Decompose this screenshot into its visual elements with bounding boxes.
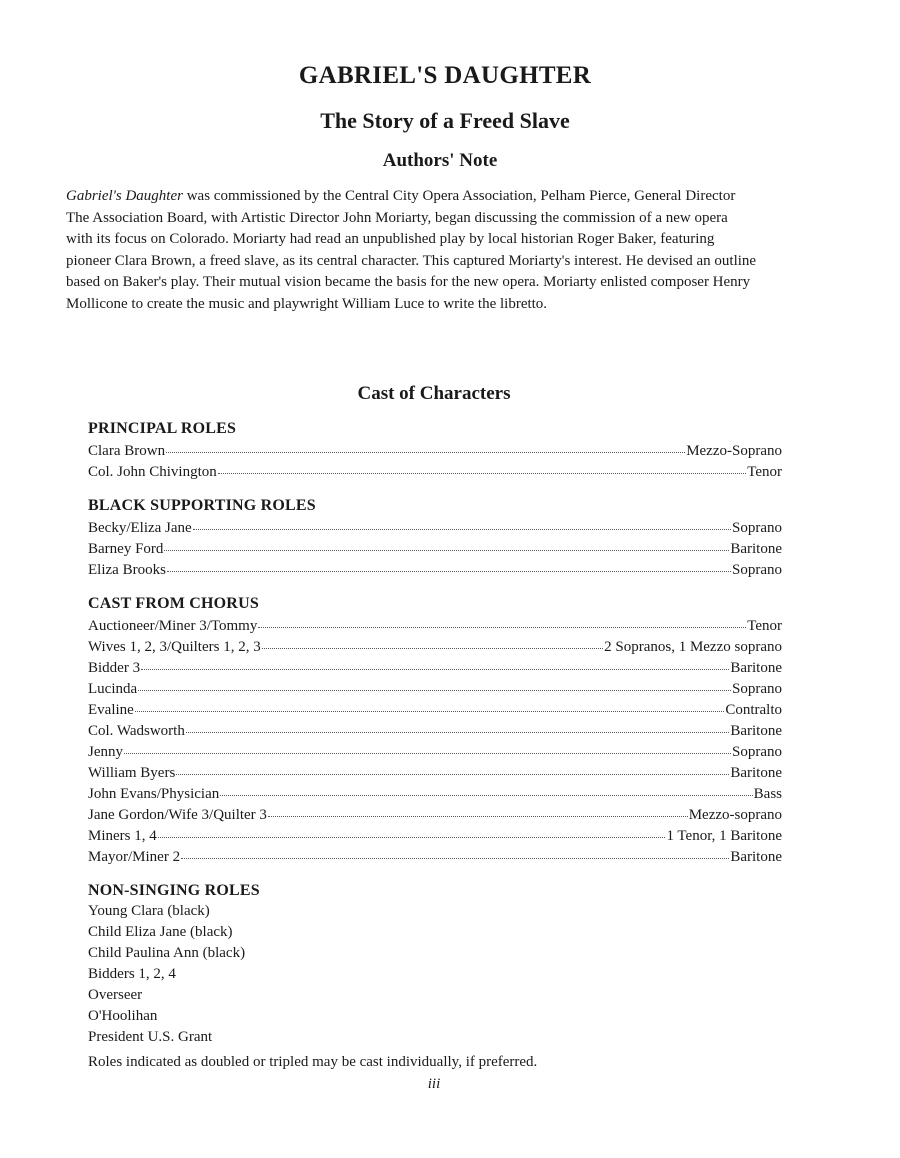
role-row: Lucinda Soprano xyxy=(88,677,782,698)
role-row: William Byers Baritone xyxy=(88,761,782,782)
cast-heading: Cast of Characters xyxy=(357,383,511,404)
dot-leader xyxy=(135,696,725,712)
section-heading: PRINCIPAL ROLES xyxy=(88,420,237,437)
role-row: Becky/Eliza Jane Soprano xyxy=(88,516,782,537)
cast-from-chorus-section xyxy=(88,593,782,866)
authors-note-body xyxy=(66,186,806,315)
role-name: Bidders 1, 2, 4 xyxy=(88,966,176,982)
black-supporting-roles-section xyxy=(88,495,782,579)
role-name: Child Eliza Jane (black) xyxy=(88,924,233,940)
dot-leader xyxy=(262,633,603,649)
page-number: iii xyxy=(427,1076,441,1092)
page-subtitle: The Story of a Freed Slave xyxy=(320,108,570,133)
role-row: Wives 1, 2, 3/Quilters 1, 2, 3 2 Sopranos, 1 Mezzo soprano xyxy=(88,635,782,656)
page-title: GABRIEL'S DAUGHTER xyxy=(298,62,592,89)
role-row: Auctioneer/Miner 3/Tommy Tenor xyxy=(88,614,782,635)
dot-leader xyxy=(181,843,729,859)
role-row: Mayor/Miner 2 Baritone xyxy=(88,845,782,866)
role-row: Miners 1, 4 1 Tenor, 1 Baritone xyxy=(88,824,782,845)
role-name: Overseer xyxy=(88,987,143,1003)
role-name: O'Hoolihan xyxy=(88,1008,158,1024)
role-row: Bidder 3 Baritone xyxy=(88,656,782,677)
note-line: Mollicone to create the music and playwright William Luce to write the libretto. xyxy=(66,295,548,312)
role-name: President U.S. Grant xyxy=(88,1029,213,1045)
dot-leader xyxy=(193,514,731,530)
dot-leader xyxy=(166,437,685,453)
role-row: John Evans/Physician Bass xyxy=(88,782,782,803)
role-row: Evaline Contralto xyxy=(88,698,782,719)
principal-roles-section xyxy=(88,418,782,481)
note-line: The Association Board, with Artistic Director John Moriarty, began discussing the commission of a new opera xyxy=(66,209,728,226)
role-row: Eliza Brooks Soprano xyxy=(88,558,782,579)
role-row: Barney Ford Baritone xyxy=(88,537,782,558)
dot-leader xyxy=(124,738,731,754)
role-row: Jenny Soprano xyxy=(88,740,782,761)
dot-leader xyxy=(186,717,729,733)
dot-leader xyxy=(258,612,746,628)
dot-leader xyxy=(218,458,746,474)
dot-leader xyxy=(167,556,731,572)
role-row: Col. John Chivington Tenor xyxy=(88,460,782,481)
note-line: based on Baker's play. Their mutual vision became the basis for the new opera. Moriarty enlisted composer Henry xyxy=(66,274,751,290)
dot-leader xyxy=(220,780,752,796)
opera-title-italic: Gabriel's Daughter xyxy=(66,188,183,204)
authors-note-heading: Authors' Note xyxy=(382,150,498,171)
role-name: Child Paulina Ann (black) xyxy=(88,945,246,961)
dot-leader xyxy=(138,675,731,691)
footnote: Roles indicated as doubled or tripled may be cast individually, if preferred. xyxy=(88,1054,538,1070)
note-line: pioneer Clara Brown, a freed slave, as its central character. This captured Moriarty's interest. He devised an outline xyxy=(66,252,757,269)
role-row: Jane Gordon/Wife 3/Quilter 3 Mezzo-soprano xyxy=(88,803,782,824)
note-line: Gabriel's Daughter was commissioned by the Central City Opera Association, Pelham Pierce, General Director xyxy=(66,188,736,204)
section-heading: NON-SINGING ROLES xyxy=(88,882,260,899)
dot-leader xyxy=(141,654,729,670)
role-row: Clara Brown Mezzo-Soprano xyxy=(88,439,782,460)
dot-leader xyxy=(176,759,729,775)
section-heading: BLACK SUPPORTING ROLES xyxy=(88,497,316,514)
role-name: Young Clara (black) xyxy=(88,903,210,919)
section-heading: CAST FROM CHORUS xyxy=(88,595,259,612)
dot-leader xyxy=(164,535,729,551)
cast-list xyxy=(88,418,782,1062)
role-row: Col. Wadsworth Baritone xyxy=(88,719,782,740)
dot-leader xyxy=(158,822,666,838)
dot-leader xyxy=(268,801,688,817)
note-line: with its focus on Colorado. Moriarty had read an unpublished play by local historian Roger Baker, featuring xyxy=(66,231,715,247)
non-singing-roles-section xyxy=(88,880,782,1048)
